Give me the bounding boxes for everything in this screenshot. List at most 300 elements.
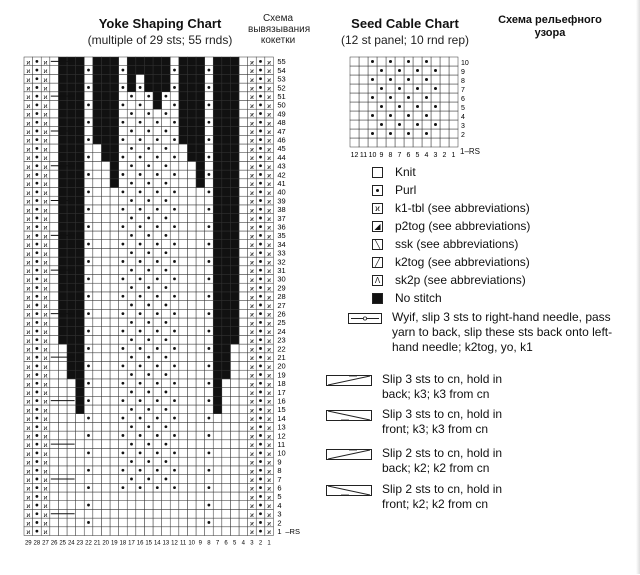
purl-dot xyxy=(389,114,392,117)
no-stitch-cell xyxy=(230,318,239,327)
chart-cell xyxy=(196,231,205,240)
no-stitch-cell xyxy=(222,327,231,336)
legend-item-purl xyxy=(372,183,575,198)
chart-cell xyxy=(153,196,162,205)
chart-cell xyxy=(179,483,188,492)
no-stitch-cell xyxy=(144,57,153,66)
chart-cell xyxy=(144,518,153,527)
no-stitch-cell xyxy=(58,101,67,110)
k1-tbl-symbol: ϰ xyxy=(267,468,272,476)
chart-cell xyxy=(187,344,196,353)
k1-tbl-symbol: ϰ xyxy=(267,268,272,276)
chart-cell xyxy=(101,318,110,327)
chart-cell xyxy=(196,466,205,475)
chart-cell xyxy=(93,248,102,257)
no-stitch-cell xyxy=(213,179,222,188)
k1-tbl-symbol: ϰ xyxy=(267,355,272,363)
k1-tbl-symbol: ϰ xyxy=(26,111,31,119)
purl-dot xyxy=(139,486,142,489)
chart-cell xyxy=(170,405,179,414)
chart-cell xyxy=(213,440,222,449)
chart-cell xyxy=(50,283,59,292)
k1-tbl-symbol: ϰ xyxy=(249,294,254,302)
chart-cell xyxy=(179,161,188,170)
no-stitch-cell xyxy=(222,292,231,301)
chart-cell xyxy=(76,440,85,449)
chart-cell xyxy=(404,102,413,111)
purl-dot xyxy=(87,312,90,315)
purl-dot xyxy=(156,486,159,489)
chart-cell xyxy=(110,527,119,536)
chart-cell xyxy=(127,292,136,301)
purl-dot xyxy=(259,425,262,428)
purl-dot xyxy=(36,173,39,176)
purl-dot xyxy=(122,277,125,280)
chart-cell xyxy=(179,475,188,484)
chart-cell xyxy=(187,318,196,327)
no-stitch-cell xyxy=(101,135,110,144)
purl-dot xyxy=(130,478,133,481)
purl-dot xyxy=(147,234,150,237)
purl-dot xyxy=(130,425,133,428)
chart-cell xyxy=(50,370,59,379)
k1-tbl-icon: ϰ xyxy=(372,203,383,214)
no-stitch-cell xyxy=(76,388,85,397)
purl-dot xyxy=(259,521,262,524)
yoke-row-number: 55 xyxy=(277,57,286,67)
chart-cell xyxy=(170,127,179,136)
chart-cell xyxy=(119,127,128,136)
legend-label: k2tog (see abbreviations) xyxy=(395,255,530,269)
k1-tbl-symbol: ϰ xyxy=(43,485,48,493)
purl-dot xyxy=(156,277,159,280)
yoke-row-number: 37 xyxy=(277,213,286,223)
chart-cell xyxy=(386,102,395,111)
no-stitch-cell xyxy=(110,161,119,170)
purl-dot xyxy=(173,451,176,454)
no-stitch-cell xyxy=(58,257,67,266)
chart-cell xyxy=(162,449,171,458)
chart-cell xyxy=(170,144,179,153)
chart-cell xyxy=(101,275,110,284)
k1-tbl-symbol: ϰ xyxy=(26,398,31,406)
chart-cell xyxy=(93,301,102,310)
purl-dot xyxy=(165,147,168,150)
yoke-row-number: 8 xyxy=(277,466,282,476)
yoke-column-number: 24 xyxy=(67,540,75,547)
no-stitch-cell xyxy=(76,222,85,231)
no-stitch-cell xyxy=(222,266,231,275)
chart-cell xyxy=(67,388,76,397)
purl-dot xyxy=(259,451,262,454)
chart-cell xyxy=(84,283,93,292)
k1-tbl-symbol: ϰ xyxy=(249,242,254,250)
yoke-column-number: 5 xyxy=(233,540,237,547)
chart-cell xyxy=(395,57,404,66)
purl-dot xyxy=(407,96,410,99)
chart-cell xyxy=(239,248,248,257)
no-stitch-cell xyxy=(67,257,76,266)
purl-dot xyxy=(36,217,39,220)
yoke-column-number: 10 xyxy=(188,540,196,547)
chart-cell xyxy=(127,518,136,527)
purl-dot xyxy=(259,504,262,507)
purl-dot xyxy=(87,417,90,420)
legend-item-knit xyxy=(372,165,575,180)
chart-cell xyxy=(110,449,119,458)
no-stitch-cell xyxy=(187,144,196,153)
purl-dot xyxy=(259,208,262,211)
k1-tbl-symbol: ϰ xyxy=(26,259,31,267)
k1-tbl-symbol: ϰ xyxy=(43,468,48,476)
chart-cell xyxy=(58,483,67,492)
seed-row-number: 8 xyxy=(461,78,465,85)
purl-dot xyxy=(156,225,159,228)
purl-dot xyxy=(173,69,176,72)
chart-cell xyxy=(101,509,110,518)
no-stitch-cell xyxy=(230,196,239,205)
k1-tbl-symbol: ϰ xyxy=(249,529,254,537)
legend-label: Slip 3 sts to cn, hold in back; k3; k3 from cn xyxy=(382,372,503,401)
purl-dot xyxy=(139,277,142,280)
chart-cell xyxy=(222,396,231,405)
yoke-row-number: 10 xyxy=(277,448,286,458)
chart-cell xyxy=(136,501,145,510)
chart-cell xyxy=(84,301,93,310)
yoke-row-number: 21 xyxy=(277,353,286,362)
chart-cell xyxy=(50,214,59,223)
chart-cell xyxy=(395,75,404,84)
k1-tbl-symbol: ϰ xyxy=(249,172,254,180)
yoke-row-number: 13 xyxy=(277,422,286,432)
purl-dot xyxy=(36,478,39,481)
chart-cell xyxy=(50,248,59,257)
k1-tbl-symbol: ϰ xyxy=(249,189,254,197)
yoke-row-number: 4 xyxy=(277,500,282,510)
k1-tbl-symbol: ϰ xyxy=(26,233,31,241)
chart-cell xyxy=(110,396,119,405)
chart-cell xyxy=(162,501,171,510)
chart-cell xyxy=(84,127,93,136)
chart-cell xyxy=(127,240,136,249)
chart-cell xyxy=(404,120,413,129)
purl-dot xyxy=(165,321,168,324)
chart-cell xyxy=(136,231,145,240)
chart-cell xyxy=(230,405,239,414)
chart-cell xyxy=(239,449,248,458)
no-stitch-cell xyxy=(144,83,153,92)
purl-dot xyxy=(208,347,211,350)
chart-cell xyxy=(93,362,102,371)
no-stitch-cell xyxy=(110,74,119,83)
chart-cell xyxy=(386,138,395,147)
no-stitch-cell xyxy=(58,283,67,292)
chart-cell xyxy=(179,353,188,362)
k1-tbl-symbol: ϰ xyxy=(26,276,31,284)
yoke-row-number: 42 xyxy=(277,170,286,180)
chart-cell xyxy=(58,457,67,466)
purl-dot xyxy=(36,277,39,280)
chart-cell xyxy=(205,527,214,536)
no-stitch-cell xyxy=(76,153,85,162)
cable-2-back-icon xyxy=(326,449,372,460)
chart-cell xyxy=(440,57,449,66)
chart-cell xyxy=(127,275,136,284)
purl-dot xyxy=(122,208,125,211)
chart-cell xyxy=(136,283,145,292)
chart-cell xyxy=(213,431,222,440)
k1-tbl-symbol: ϰ xyxy=(26,294,31,302)
chart-cell xyxy=(239,196,248,205)
k1-tbl-symbol: ϰ xyxy=(267,233,272,241)
chart-cell xyxy=(136,179,145,188)
k1-tbl-symbol: ϰ xyxy=(249,85,254,93)
no-stitch-cell xyxy=(213,118,222,127)
no-stitch-cell xyxy=(162,74,171,83)
chart-cell xyxy=(196,518,205,527)
k1-tbl-symbol: ϰ xyxy=(26,311,31,319)
chart-cell xyxy=(230,370,239,379)
purl-dot xyxy=(165,356,168,359)
chart-cell xyxy=(431,75,440,84)
chart-cell xyxy=(187,362,196,371)
no-stitch-cell xyxy=(162,66,171,75)
purl-dot xyxy=(122,243,125,246)
chart-cell xyxy=(136,127,145,136)
chart-cell xyxy=(110,370,119,379)
no-stitch-cell xyxy=(101,101,110,110)
chart-cell xyxy=(101,388,110,397)
chart-cell xyxy=(144,327,153,336)
chart-cell xyxy=(179,509,188,518)
chart-cell xyxy=(179,335,188,344)
chart-cell xyxy=(196,440,205,449)
purl-dot xyxy=(156,173,159,176)
chart-cell xyxy=(93,240,102,249)
chart-cell xyxy=(153,475,162,484)
chart-cell xyxy=(230,492,239,501)
chart-cell xyxy=(377,138,386,147)
chart-cell xyxy=(205,74,214,83)
chart-cell xyxy=(93,327,102,336)
chart-cell xyxy=(110,388,119,397)
purl-dot xyxy=(259,234,262,237)
k1-tbl-symbol: ϰ xyxy=(249,494,254,502)
chart-cell xyxy=(170,266,179,275)
k1-tbl-symbol: ϰ xyxy=(249,233,254,241)
purl-dot xyxy=(130,251,133,254)
chart-cell xyxy=(162,292,171,301)
chart-cell xyxy=(179,492,188,501)
purl-dot xyxy=(139,260,142,263)
chart-cell xyxy=(110,240,119,249)
chart-cell xyxy=(110,205,119,214)
k1-tbl-symbol: ϰ xyxy=(26,416,31,424)
no-stitch-cell xyxy=(76,370,85,379)
chart-cell xyxy=(179,179,188,188)
seed-column-number: 2 xyxy=(442,152,447,159)
chart-cell xyxy=(205,179,214,188)
k1-tbl-symbol: ϰ xyxy=(249,250,254,258)
k1-tbl-symbol: ϰ xyxy=(249,381,254,389)
k1-tbl-symbol: ϰ xyxy=(249,450,254,458)
no-stitch-cell xyxy=(58,144,67,153)
purl-dot xyxy=(122,486,125,489)
no-stitch-cell xyxy=(179,74,188,83)
legend-label: sk2p (see abbreviations) xyxy=(395,273,526,287)
purl-dot xyxy=(156,312,159,315)
no-stitch-cell xyxy=(58,248,67,257)
purl-dot xyxy=(147,408,150,411)
no-stitch-cell xyxy=(101,153,110,162)
purl-dot xyxy=(156,364,159,367)
chart-cell xyxy=(179,292,188,301)
yoke-column-number: 8 xyxy=(207,540,211,547)
k1-tbl-symbol: ϰ xyxy=(43,372,48,380)
chart-cell xyxy=(93,440,102,449)
chart-cell xyxy=(205,335,214,344)
k1-tbl-symbol: ϰ xyxy=(249,302,254,310)
legend-label: k1-tbl (see abbreviations) xyxy=(395,201,530,215)
chart-cell xyxy=(187,222,196,231)
chart-cell xyxy=(222,527,231,536)
k1-tbl-symbol: ϰ xyxy=(267,494,272,502)
chart-cell xyxy=(119,301,128,310)
chart-cell xyxy=(170,492,179,501)
k1-tbl-symbol: ϰ xyxy=(26,337,31,345)
chart-cell xyxy=(239,188,248,197)
purl-dot xyxy=(208,451,211,454)
chart-cell xyxy=(170,370,179,379)
yoke-column-number: 28 xyxy=(33,540,41,547)
chart-cell xyxy=(93,492,102,501)
purl-dot xyxy=(165,478,168,481)
no-stitch-cell xyxy=(93,66,102,75)
purl-dot xyxy=(36,460,39,463)
chart-cell xyxy=(101,405,110,414)
chart-cell xyxy=(179,388,188,397)
k1-tbl-symbol: ϰ xyxy=(267,433,272,441)
chart-cell xyxy=(119,318,128,327)
seed-column-number: 8 xyxy=(388,152,393,159)
chart-cell xyxy=(136,370,145,379)
chart-cell xyxy=(119,440,128,449)
chart-cell xyxy=(239,309,248,318)
no-stitch-cell xyxy=(76,118,85,127)
k1-tbl-symbol: ϰ xyxy=(43,172,48,180)
no-stitch-cell xyxy=(230,188,239,197)
chart-cell xyxy=(136,353,145,362)
chart-cell xyxy=(93,449,102,458)
chart-cell xyxy=(136,301,145,310)
k1-tbl-symbol: ϰ xyxy=(267,172,272,180)
seed-column-number: 7 xyxy=(397,152,402,159)
chart-cell xyxy=(136,518,145,527)
chart-cell xyxy=(213,449,222,458)
no-stitch-cell xyxy=(101,83,110,92)
k1-tbl-symbol: ϰ xyxy=(43,459,48,467)
purl-dot xyxy=(122,364,125,367)
purl-dot xyxy=(165,304,168,307)
chart-cell xyxy=(213,509,222,518)
purl-dot xyxy=(173,330,176,333)
chart-cell xyxy=(179,414,188,423)
purl-dot xyxy=(416,69,419,72)
chart-cell xyxy=(187,179,196,188)
chart-cell xyxy=(76,431,85,440)
purl-dot xyxy=(259,330,262,333)
purl-dot xyxy=(173,486,176,489)
k1-tbl-symbol: ϰ xyxy=(43,503,48,511)
chart-cell xyxy=(127,309,136,318)
yoke-column-number: 14 xyxy=(153,540,161,547)
k1-tbl-symbol: ϰ xyxy=(267,215,272,223)
chart-cell xyxy=(84,161,93,170)
chart-cell xyxy=(84,335,93,344)
chart-cell xyxy=(179,518,188,527)
chart-cell xyxy=(127,222,136,231)
no-stitch-cell xyxy=(222,309,231,318)
purl-dot xyxy=(259,121,262,124)
yoke-row-number: 24 xyxy=(277,326,286,336)
chart-cell xyxy=(239,301,248,310)
no-stitch-cell xyxy=(196,153,205,162)
k1-tbl-symbol: ϰ xyxy=(43,346,48,354)
purl-dot xyxy=(139,330,142,333)
purl-dot xyxy=(173,417,176,420)
chart-cell xyxy=(93,153,102,162)
purl-dot xyxy=(87,347,90,350)
legend-label: Slip 3 sts to cn, hold in front; k3; k3 from cn xyxy=(382,407,503,436)
purl-dot xyxy=(36,417,39,420)
purl-dot xyxy=(36,243,39,246)
chart-cell xyxy=(239,92,248,101)
k1-tbl-symbol: ϰ xyxy=(249,215,254,223)
chart-cell xyxy=(196,379,205,388)
chart-cell xyxy=(359,75,368,84)
k1-tbl-symbol: ϰ xyxy=(43,520,48,528)
chart-cell xyxy=(67,466,76,475)
purl-dot xyxy=(434,69,437,72)
no-stitch-cell xyxy=(110,109,119,118)
seed-column-number: 12 xyxy=(350,152,359,159)
chart-cell xyxy=(153,509,162,518)
chart-cell xyxy=(213,483,222,492)
no-stitch-cell xyxy=(196,109,205,118)
purl-dot xyxy=(87,277,90,280)
purl-dot xyxy=(380,105,383,108)
chart-cell xyxy=(187,214,196,223)
purl-dot xyxy=(208,469,211,472)
no-stitch-cell xyxy=(58,153,67,162)
no-stitch-cell xyxy=(213,222,222,231)
no-stitch-cell xyxy=(153,83,162,92)
chart-cell xyxy=(162,379,171,388)
k1-tbl-symbol: ϰ xyxy=(267,529,272,537)
no-stitch-cell xyxy=(222,205,231,214)
chart-cell xyxy=(119,248,128,257)
k1-tbl-symbol: ϰ xyxy=(267,485,272,493)
chart-cell xyxy=(187,275,196,284)
chart-cell xyxy=(101,214,110,223)
no-stitch-cell xyxy=(76,127,85,136)
purl-dot xyxy=(147,269,150,272)
chart-cell xyxy=(205,370,214,379)
k1-tbl-symbol: ϰ xyxy=(249,163,254,171)
chart-cell xyxy=(144,240,153,249)
chart-cell xyxy=(179,257,188,266)
no-stitch-cell xyxy=(67,222,76,231)
